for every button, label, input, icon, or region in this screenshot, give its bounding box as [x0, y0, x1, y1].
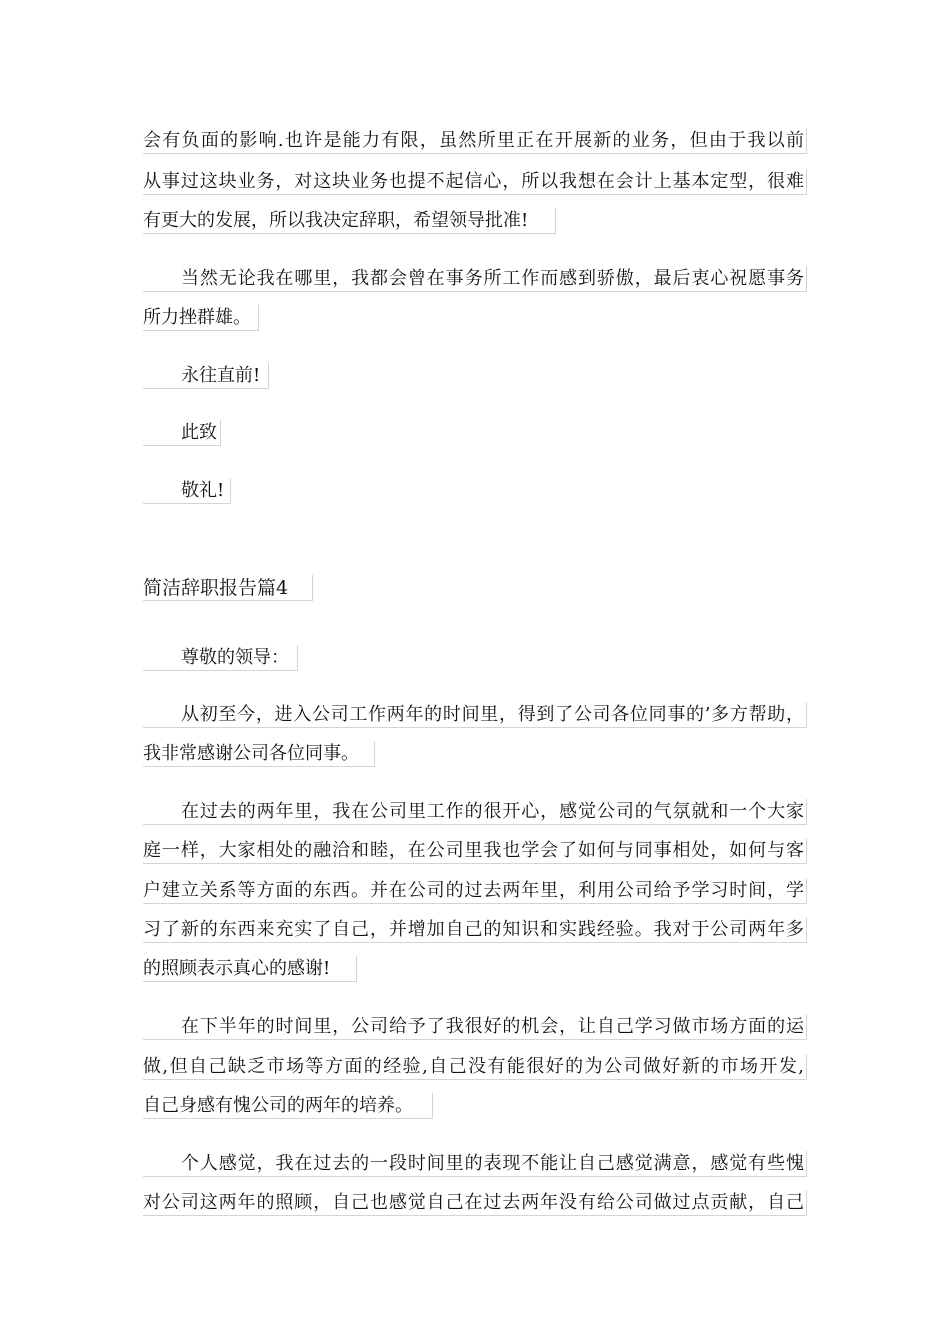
text-line: 习了新的东西来充实了自己，并增加自己的知识和实践经验。我对于公司两年多 [143, 917, 807, 943]
text-line: 在下半年的时间里，公司给予了我很好的机会，让自己学习做市场方面的运 [143, 1014, 807, 1040]
text-line: 在过去的两年里，我在公司里工作的很开心，感觉公司的气氛就和一个大家 [143, 799, 807, 825]
text-line: 所力挫群雄。 [143, 305, 259, 331]
text-line: 从初至今，进入公司工作两年的时间里，得到了公司各位同事的’多方帮助， [143, 702, 807, 728]
text-line: 当然无论我在哪里，我都会曾在事务所工作而感到骄傲，最后衷心祝愿事务 [143, 266, 807, 292]
text-line: 从事过这块业务，对这块业务也提不起信心，所以我想在会计上基本定型，很难 [143, 169, 807, 195]
text-line: 永往直前! [143, 363, 269, 389]
text-line: 敬礼! [143, 478, 231, 504]
section-heading: 简洁辞职报告篇4 [143, 575, 313, 601]
text-line: 此致 [143, 420, 221, 446]
text-line: 个人感觉，我在过去的一段时间里的表现不能让自己感觉满意，感觉有些愧 [143, 1151, 807, 1177]
text-line: 的照顾表示真心的感谢! [143, 956, 357, 982]
text-line: 对公司这两年的照顾，自己也感觉自己在过去两年没有给公司做过点贡献，自己 [143, 1190, 807, 1216]
text-line: 我非常感谢公司各位同事。 [143, 741, 375, 767]
text-line: 会有负面的影响.也许是能力有限，虽然所里正在开展新的业务，但由于我以前 [143, 128, 807, 154]
text-line: 有更大的发展，所以我决定辞职，希望领导批准! [143, 208, 556, 234]
text-line: 户建立关系等方面的东西。并在公司的过去两年里，利用公司给予学习时间，学 [143, 878, 807, 904]
text-line: 庭一样，大家相处的融洽和睦，在公司里我也学会了如何与同事相处，如何与客 [143, 838, 807, 864]
text-line: 自己身感有愧公司的两年的培养。 [143, 1093, 433, 1119]
salutation: 尊敬的领导： [143, 645, 298, 671]
text-line: 做,但自己缺乏市场等方面的经验,自己没有能很好的为公司做好新的市场开发, [143, 1054, 807, 1080]
